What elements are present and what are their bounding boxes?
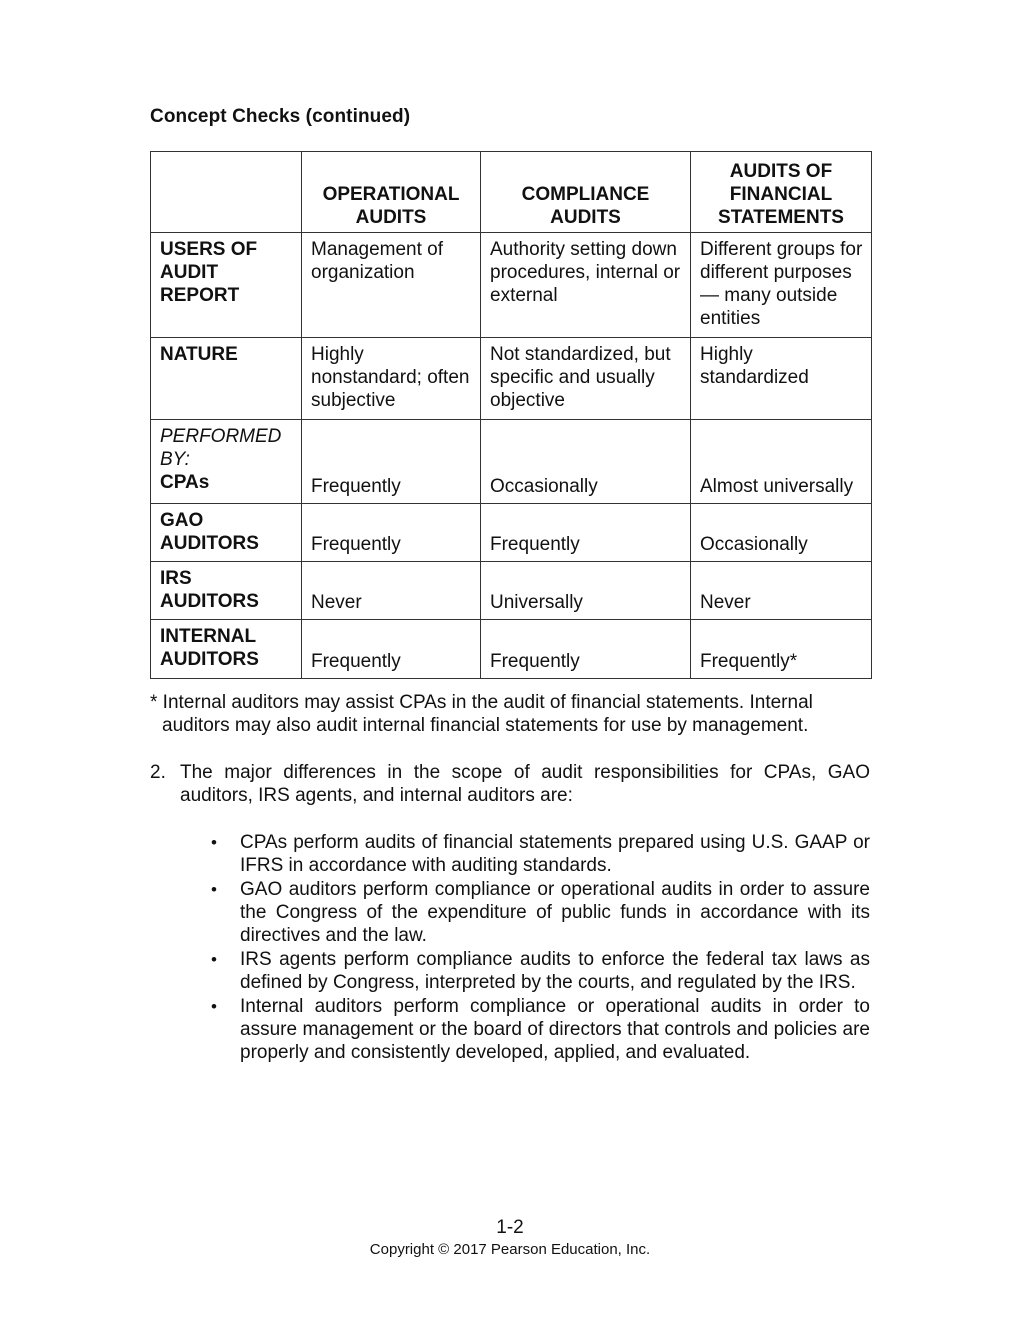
- table-cell: Occasionally: [691, 504, 872, 562]
- table-cell: Universally: [481, 562, 691, 620]
- table-row: [151, 504, 872, 562]
- table-row: [151, 338, 872, 420]
- table-cell: Authority setting down procedures, internal or external: [481, 233, 691, 338]
- row-header: NATURE: [151, 338, 302, 420]
- table-row: [151, 233, 872, 338]
- table-cell: Highly standardized: [691, 338, 872, 420]
- item-text: The major differences in the scope of audit responsibilities for CPAs, GAO auditors, IRS agents, and internal auditors are:: [180, 762, 870, 806]
- table-cell: Different groups for different purposes — many outside entities: [691, 233, 872, 338]
- list-item: [211, 831, 870, 877]
- column-header: OPERATIONAL AUDITS: [302, 152, 481, 233]
- row-header: USERS OF AUDIT REPORT: [151, 233, 302, 338]
- audit-comparison-table: [150, 151, 872, 679]
- list-item-text: GAO auditors perform compliance or operational audits in order to assure the Congress of the expenditure of public funds in accordance with its directives and the law.: [240, 879, 870, 946]
- table-cell: Frequently: [481, 504, 691, 562]
- numbered-item: [150, 761, 870, 807]
- copyright-notice: Copyright © 2017 Pearson Education, Inc.: [369, 1241, 651, 1258]
- column-header: COMPLIANCE AUDITS: [481, 152, 691, 233]
- table-cell: Never: [691, 562, 872, 620]
- table-cell: Frequently: [302, 420, 481, 504]
- row-header-prefix: PERFORMED BY:: [160, 426, 282, 470]
- table-cell: Occasionally: [481, 420, 691, 504]
- list-item-text: Internal auditors perform compliance or operational audits in order to assure management or the board of directors that controls and policies are properly and consistently developed, applied, and evaluated.: [240, 996, 870, 1063]
- table-cell: Frequently: [481, 620, 691, 679]
- bullet-icon: •: [211, 833, 217, 852]
- table-row: [151, 420, 872, 504]
- bullet-list: [211, 831, 870, 1065]
- row-header-label: CPAs: [160, 472, 210, 493]
- bullet-icon: •: [211, 880, 217, 899]
- table-cell: Management of organization: [302, 233, 481, 338]
- list-item-text: CPAs perform audits of financial statements prepared using U.S. GAAP or IFRS in accordance with auditing standards.: [240, 832, 870, 876]
- row-header: GAO AUDITORS: [151, 504, 302, 562]
- bullet-icon: •: [211, 950, 217, 969]
- table-footnote: [150, 691, 870, 737]
- bullet-icon: •: [211, 997, 217, 1016]
- list-item-text: IRS agents perform compliance audits to enforce the federal tax laws as defined by Congress, interpreted by the courts, and regulated by the IRS.: [240, 949, 870, 993]
- footnote-line: * Internal auditors may assist CPAs in the audit of financial statements. Internal: [150, 692, 813, 713]
- table-cell: Frequently: [302, 504, 481, 562]
- row-header: INTERNAL AUDITORS: [151, 620, 302, 679]
- table-row: [151, 562, 872, 620]
- item-number: 2.: [150, 762, 166, 783]
- table-cell: Frequently*: [691, 620, 872, 679]
- table-header-row: [151, 152, 872, 233]
- list-item: [211, 878, 870, 947]
- section-heading: Concept Checks (continued): [150, 106, 411, 127]
- table-cell: Frequently: [302, 620, 481, 679]
- table-cell: Not standardized, but specific and usually objective: [481, 338, 691, 420]
- page-number: 1-2: [496, 1217, 524, 1238]
- list-item: [211, 948, 870, 994]
- empty-corner-cell: [151, 152, 302, 233]
- table-cell: Highly nonstandard; often subjective: [302, 338, 481, 420]
- table-cell: Never: [302, 562, 481, 620]
- table-cell: Almost universally: [691, 420, 872, 504]
- row-header: [151, 420, 302, 504]
- list-item: [211, 995, 870, 1064]
- row-header: IRS AUDITORS: [151, 562, 302, 620]
- column-header: AUDITS OF FINANCIAL STATEMENTS: [691, 152, 872, 233]
- table-row: [151, 620, 872, 679]
- footnote-line: auditors may also audit internal financial statements for use by management.: [162, 715, 809, 736]
